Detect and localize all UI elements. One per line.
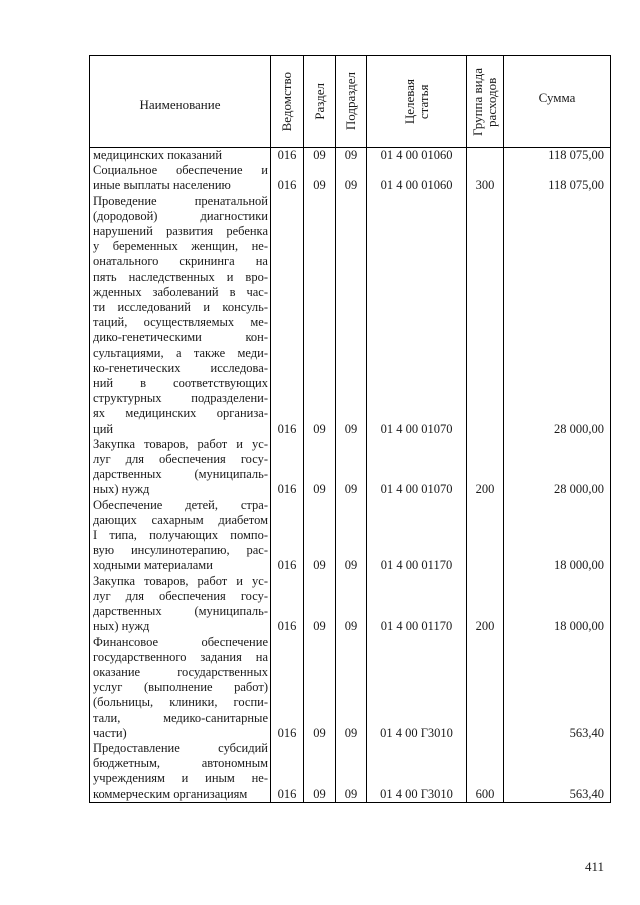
table-row [90,741,611,802]
row-name-line: дарственных (муниципаль- [93,467,268,482]
table-row [90,574,611,635]
row-summa-cell: 18 000,00 [504,574,611,635]
row-name-line: (дородовой) диагностики [93,208,268,223]
row-ved-cell: 016 [271,163,304,193]
header-razdel-label: Раздел [311,83,327,120]
row-name-line: вую инсулинотерапию, рас- [93,543,268,558]
row-name-line: Финансовое обеспечение [93,634,268,649]
row-name-line: Проведение пренатальной [93,193,268,208]
row-gruppa-cell [467,635,504,741]
row-celevaya-cell: 01 4 00 01070 [367,437,467,498]
row-razdel-cell: 09 [304,163,336,193]
table-row [90,194,611,437]
header-gruppa-line2: расходов [484,76,499,127]
header-podrazdel [336,56,367,148]
header-razdel [304,56,336,148]
row-name-line: ко-генетических исследова- [93,360,268,375]
row-razdel-cell: 09 [304,148,336,164]
row-celevaya-cell: 01 4 00 01060 [367,148,467,164]
row-razdel-cell: 09 [304,194,336,437]
row-name-line: (больницы, клиники, госпи- [93,695,268,710]
row-name-cell [90,194,271,437]
row-ved-cell: 016 [271,148,304,164]
row-celevaya-cell: 01 4 00 Г3010 [367,741,467,802]
row-name-line: онатального скрининга на [93,254,268,269]
row-celevaya-cell: 01 4 00 01070 [367,194,467,437]
header-name: Наименование [90,56,271,148]
row-name-line: ний в соответствующих [93,376,268,391]
row-name-line: Предоставление субсидий [93,740,268,755]
table-row [90,163,611,193]
row-celevaya-cell: 01 4 00 01060 [367,163,467,193]
row-summa-cell: 118 075,00 [504,163,611,193]
row-podrazdel-cell: 09 [336,574,367,635]
row-name-cell [90,574,271,635]
row-name-line: тали, медико-санитарные [93,710,268,725]
table-row [90,148,611,164]
row-name-line: ходными материалами [93,558,213,573]
row-name-cell [90,148,271,164]
header-ved-label: Ведомство [279,71,294,132]
row-summa-cell: 28 000,00 [504,194,611,437]
row-name-cell [90,437,271,498]
row-ved-cell: 016 [271,635,304,741]
row-gruppa-cell: 200 [467,574,504,635]
row-podrazdel-cell: 09 [336,498,367,574]
row-podrazdel-cell: 09 [336,148,367,164]
row-name-line: жденных заболеваний в час- [93,284,268,299]
row-gruppa-cell: 600 [467,741,504,802]
row-summa-cell: 118 075,00 [504,148,611,164]
row-name-line: луг для обеспечения госу- [93,588,268,603]
row-razdel-cell: 09 [304,437,336,498]
header-gruppa-line1: Группа вида [470,67,485,136]
row-name-line: дающих сахарным диабетом [93,512,268,527]
row-name-line: I типа, получающих помпо- [93,528,268,543]
header-gruppa [467,56,504,148]
row-name-line: иные выплаты населению [93,178,231,193]
row-summa-cell: 563,40 [504,741,611,802]
row-name-line: нарушений развития ребенка [93,224,268,239]
row-name-line: государственного задания на [93,649,268,664]
header-ved [271,56,304,148]
header-celevaya-line2: статья [415,84,431,119]
row-name-line: ций [93,421,114,436]
row-name-cell [90,498,271,574]
row-celevaya-cell: 01 4 00 01170 [367,574,467,635]
row-podrazdel-cell: 09 [336,741,367,802]
page-number: 411 [585,859,605,874]
row-name-line: ти исследований и консуль- [93,300,268,315]
table-row [90,635,611,741]
row-name-line: бюджетным, автономным [93,756,268,771]
header-podrazdel-label: Подраздел [343,72,358,131]
table-body [90,148,611,803]
row-podrazdel-cell: 09 [336,194,367,437]
row-name-cell [90,635,271,741]
row-name-line: коммерческим организациям [93,786,248,801]
row-gruppa-cell [467,148,504,164]
row-razdel-cell: 09 [304,498,336,574]
row-razdel-cell: 09 [304,741,336,802]
table-row [90,437,611,498]
row-podrazdel-cell: 09 [336,437,367,498]
row-ved-cell: 016 [271,574,304,635]
row-name-line: структурных подразделени- [93,391,268,406]
header-celevaya-label [403,79,431,124]
row-gruppa-cell: 300 [467,163,504,193]
row-name-cell [90,163,271,193]
row-name-line: Закупка товаров, работ и ус- [93,436,268,451]
header-gruppa-label [471,68,499,136]
header-celevaya-line1: Целевая [401,78,417,125]
row-ved-cell: 016 [271,498,304,574]
table-row [90,498,611,574]
row-summa-cell: 563,40 [504,635,611,741]
row-summa-cell: 28 000,00 [504,437,611,498]
table-header [90,56,611,148]
row-celevaya-cell: 01 4 00 01170 [367,498,467,574]
row-name-line: у беременных женщин, не- [93,239,268,254]
row-ved-cell: 016 [271,437,304,498]
row-name-cell [90,741,271,802]
row-podrazdel-cell: 09 [336,635,367,741]
row-name-line: части) [93,725,127,740]
row-gruppa-cell [467,498,504,574]
row-razdel-cell: 09 [304,635,336,741]
header-celevaya [367,56,467,148]
row-name-line: луг для обеспечения госу- [93,452,268,467]
row-summa-cell: 18 000,00 [504,498,611,574]
budget-table [89,55,611,803]
row-name-line: дарственных (муниципаль- [93,604,268,619]
row-name-line: оказание государственных [93,664,268,679]
row-name-line: таций, осуществляемых ме- [93,315,268,330]
row-podrazdel-cell: 09 [336,163,367,193]
header-summa: Сумма [504,56,611,148]
row-gruppa-cell: 200 [467,437,504,498]
row-gruppa-cell [467,194,504,437]
row-name-line: Социальное обеспечение и [93,163,268,178]
row-name-line: Закупка товаров, работ и ус- [93,573,268,588]
row-razdel-cell: 09 [304,574,336,635]
row-celevaya-cell: 01 4 00 Г3010 [367,635,467,741]
row-name-line: ных) нужд [93,619,150,634]
row-name-line: Обеспечение детей, стра- [93,497,268,512]
row-name-line: ях медицинских организа- [93,406,268,421]
row-name-line: дико-генетическими кон- [93,330,268,345]
row-ved-cell: 016 [271,741,304,802]
row-name-line: услуг (выполнение работ) [93,680,268,695]
row-name-line: медицинских показаний [93,148,223,162]
row-ved-cell: 016 [271,194,304,437]
row-name-line: пять наследственных и вро- [93,269,268,284]
row-name-line: сультациями, а также меди- [93,345,268,360]
row-name-line: ных) нужд [93,482,150,497]
row-name-line: учреждениям и иным не- [93,771,268,786]
